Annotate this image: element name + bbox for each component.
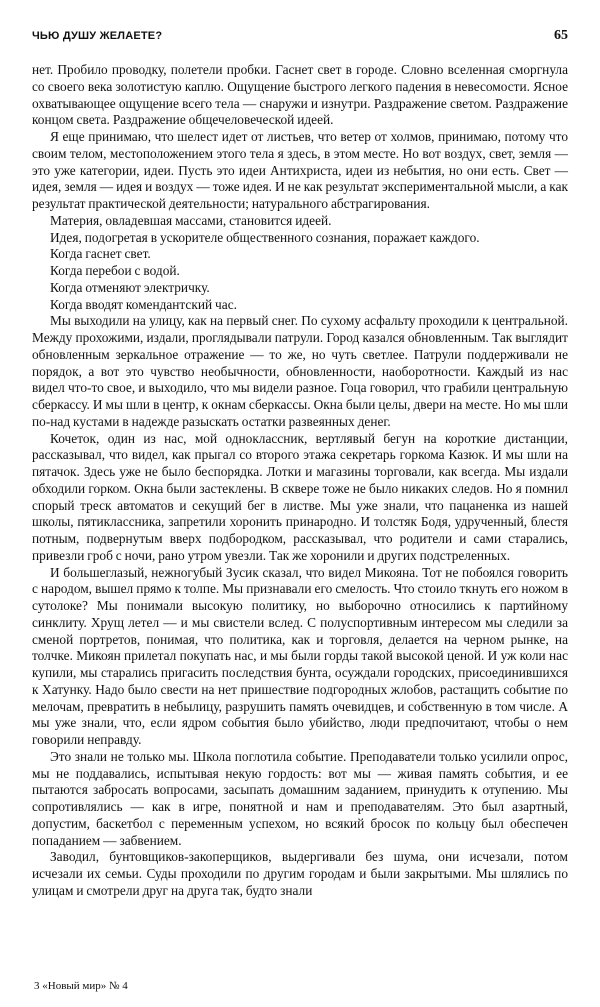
paragraph: Когда гаснет свет. [50,246,151,262]
paragraph: Когда перебои с водой. [50,263,180,278]
paragraph: Материя, овладевшая массами, становится идеей. [50,212,332,228]
page-header [32,28,568,54]
paragraph: И большеглазый, нежногубый Зусик сказал, что видел Микояна. Тот не побоялся говорить с народом, вышел прямо к толпе. Мы признавали его смелость. Что стоило ткнуть его ножом в сутолоке? Мы понимали высокую политику, но выборочно относились к партийному синклиту. Хрущ летел — и мы свистели вслед. С полуспортивным интересом мы следили за сменой портретов, понимая, что политика, как и торговля, делается на черном рынке, на толчке. Микоян прилетал покупать нас, и мы были горды такой высокой ценой. И уж коли нас купили, мы старались пригасить последствия бунта, осуждали городских, присоединившихся к Хатунку. Надо было свести на нет пришествие подгородных жлобов, растащить событие по мелочам, превратить в небылицу, разрушить память очевидцев, и собственную в том числе. А мы уже знали, что, если ядром события было убийство, люди предпочитают, чтобы о нем говорили неправду. [32,564,568,747]
paragraph: Идея, подогретая в ускорителе общественного сознания, поражает каждого. [50,229,480,245]
paragraph: Я еще принимаю, что шелест идет от листьев, что ветер от холмов, принимаю, потому что своим телом, местоположением этого тела я здесь, в этом месте. Но вот воздух, свет, земля — это уже категории, идеи. Пусть это идеи Антихриста, идеи из небытия, но они есть. Свет — идея, земля — идея и воздух — тоже идея. И не как результат экспериментальной мысли, а как результат практической деятельности; натурального абстрагирования. [32,129,568,211]
printer-signature: 3 «Новый мир» № 4 [34,980,128,992]
paragraph: Кочеток, один из нас, мой одноклассник, вертлявый бегун на короткие дистанции, рассказывал, что видел, как прыгал со второго этажа секретарь горкома Казюк. И мы шли на пятачок. Здесь уже не было беспорядка. Лотки и магазины торговали, как всегда. Мы издали обходили горком. Окна были застеклены. В сквере тоже не было никаких следов. Но я помнил спорый треск автоматов и секущий бег в листве. Мы уже знали, что пацаненка из нашей школы, пятиклассника, запретили хоронить принародно. И толстяк Бодя, удрученный, блестя потным, подвернутым вверх подбородком, рассказывал, что родители и сами старались, привезли гроб с ночи, рано утром увезли. Так же хоронили и других подстреленных. [32,430,568,563]
paragraph: Когда отменяют электричку. [50,279,210,295]
journal-page [32,28,568,900]
paragraph: Мы выходили на улицу, как на первый снег. По сухому асфальту проходили к центральной. Между прохожими, издали, проглядывали патрули. Город казался обновленным. Так выглядит обновленным зеркальное отражение — то же, но чуть светлее. Патрули поддерживали не порядок, а вот это чувство необычности, обновленности, наоборотности. Каждый из нас видел что-то свое, и выходило, что мы видели разное. Гоца говорил, что грабили центральную сберкассу. И мы шли в центр, к окнам сберкассы. Окна были целы, двери на месте. Но мы шли по-над кустами в надежде разыскать остатки развеянных денег. [32,313,568,429]
paragraph: Это знали не только мы. Школа поглотила событие. Преподаватели только усилили опрос, мы не поддавались, испытывая некую гордость: вот мы — живая память события, и ее пытаются забросать вопросами, засыпать домашним заданием, принудить к отупению. Мы сопротивлялись — как в игре, понятной и нам и преподавателям. Это был азартный, допустим, баскетбол с переменным успехом, но всякий бросок по кольцу был обеспечен попаданием — забвением. [32,748,568,848]
running-title: ЧЬЮ ДУШУ ЖЕЛАЕТЕ? [32,30,163,42]
paragraph: Заводил, бунтовщиков-закоперщиков, выдергивали без шума, они исчезали, потом исчезали их семьи. Суды проходили по другим городам и были закрытыми. Мы шлялись по улицам и смотрели друг на друга так, будто знали [32,849,568,898]
page-number: 65 [554,28,568,43]
paragraph: Когда вводят комендантский час. [50,296,237,312]
paragraph: нет. Пробило проводку, полетели пробки. Гаснет свет в городе. Словно вселенная сморгнула со своего века золотистую каплю. Ощущение быстрого легкого падения в невесомости. Ясное охватывающее ощущение всего тела — снаружи и изнутри. Раздражение светом. Раздражение концом света. Раздражение общечеловеческой идеей. [32,62,568,128]
article-body [32,62,568,900]
